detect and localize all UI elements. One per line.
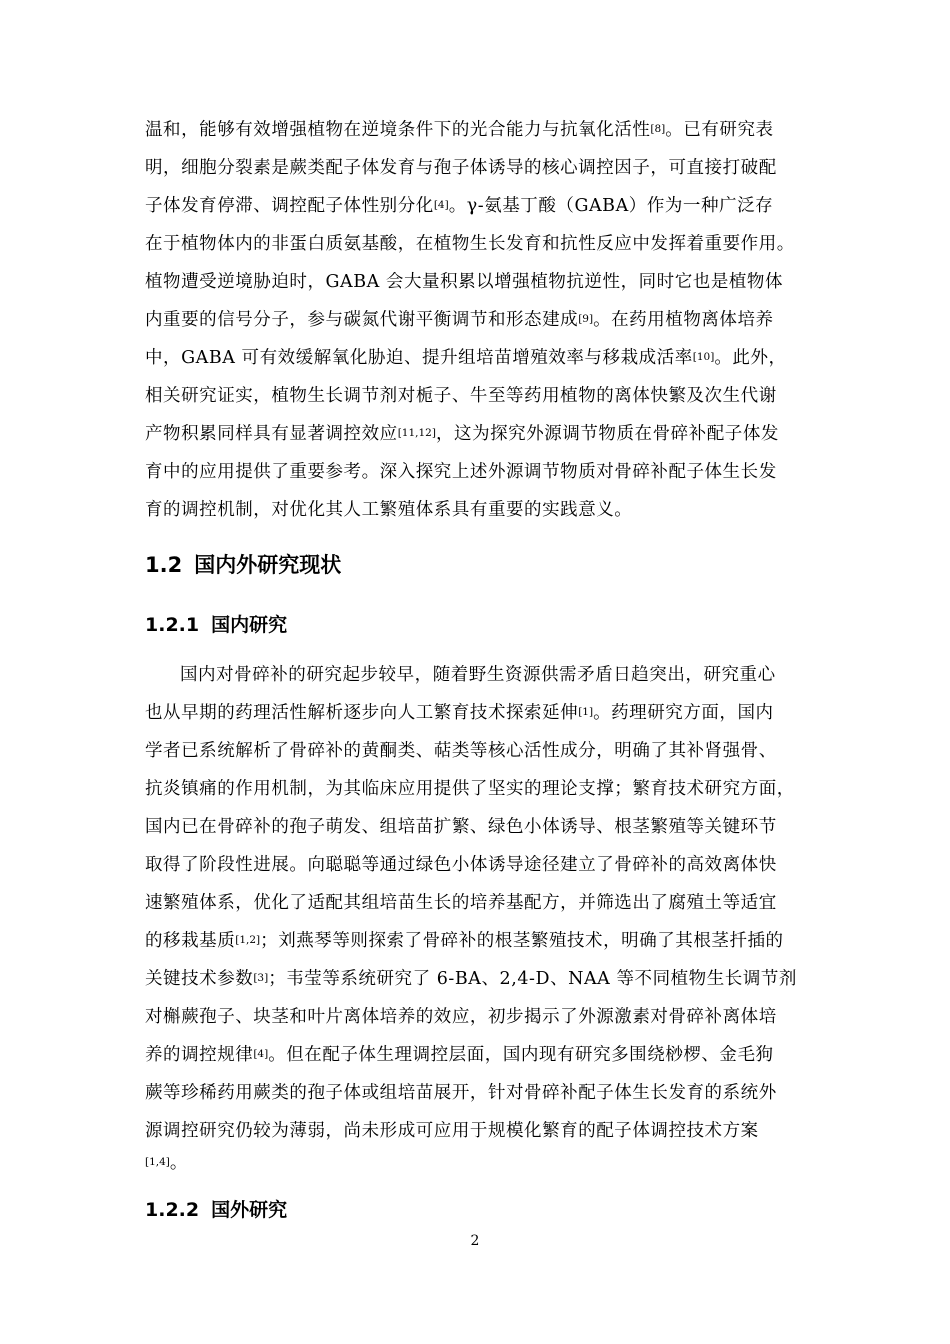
text-line: 对槲蕨孢子、块茎和叶片离体培养的效应，初步揭示了外源激素对骨碎补离体培 [145,1007,777,1027]
text-line: 相关研究证实，植物生长调节剂对栀子、牛至等药用植物的离体快繁及次生代谢 [145,386,777,406]
citation: [3] [253,972,269,984]
text-line: 蕨等珍稀药用蕨类的孢子体或组培苗展开，针对骨碎补配子体生长发育的系统外 [145,1083,777,1103]
citation: [4] [253,1048,269,1060]
citation: [10] [692,351,715,363]
section-title: 国内外研究现状 [194,553,342,577]
citation: [1,4] [145,1156,170,1168]
text-line: 明，细胞分裂素是蕨类配子体发育与孢子体诱导的核心调控因子，可直接打破配 [145,158,777,178]
section-number: 1.2.2 [145,1199,200,1221]
text-line: 植物遭受逆境胁迫时，GABA 会大量积累以增强植物抗逆性，同时它也是植物体 [145,272,784,292]
text-line: 取得了阶段性进展。向聪聪等通过绿色小体诱导途径建立了骨碎补的高效离体快 [145,855,777,875]
text-line: 育中的应用提供了重要参考。深入探究上述外源调节物质对骨碎补配子体生长发 [145,462,777,482]
citation: [8] [650,123,666,135]
section-title: 国外研究 [211,1199,288,1221]
citation: [9] [578,313,594,325]
text-line: 国内已在骨碎补的孢子萌发、组培苗扩繁、绿色小体诱导、根茎繁殖等关键环节 [145,817,777,837]
text-line: 国内对骨碎补的研究起步较早，随着野生资源供需矛盾日趋突出，研究重心 [180,665,776,685]
text-line: 也从早期的药理活性解析逐步向人工繁育技术探索延伸[1]。药理研究方面，国内 [145,703,774,723]
subsection-heading-1-2-2 [145,1197,287,1223]
text-line: 关键技术参数[3]；韦莹等系统研究了 6-BA、2,4-D、NAA 等不同植物生长调节剂 [145,969,797,989]
citation: [1] [578,706,594,718]
text-line: 中，GABA 可有效缓解氧化胁迫、提升组培苗增殖效率与移栽成活率[10]。此外， [145,348,787,368]
section-number: 1.2 [145,553,183,577]
text-line: 速繁殖体系，优化了适配其组培苗生长的培养基配方，并筛选出了腐殖土等适宜 [145,893,777,913]
text-line: 温和，能够有效增强植物在逆境条件下的光合能力与抗氧化活性[8]。已有研究表 [145,120,774,140]
text-line: 在于植物体内的非蛋白质氨基酸，在植物生长发育和抗性反应中发挥着重要作用。 [145,234,795,254]
section-heading-1-2 [145,551,341,579]
text-line: 养的调控规律[4]。但在配子体生理调控层面，国内现有研究多围绕桫椤、金毛狗 [145,1045,774,1065]
text-line: [1,4]。 [145,1153,188,1173]
section-title: 国内研究 [211,614,288,636]
text-line: 源调控研究仍较为薄弱，尚未形成可应用于规模化繁育的配子体调控技术方案 [145,1121,759,1141]
text-line: 学者已系统解析了骨碎补的黄酮类、萜类等核心活性成分，明确了其补肾强骨、 [145,741,777,761]
text-line: 抗炎镇痛的作用机制，为其临床应用提供了坚实的理论支撑；繁育技术研究方面， [145,779,795,799]
page-number: 2 [470,1233,480,1249]
subsection-heading-1-2-1 [145,612,287,638]
citation: [1,2] [235,934,261,946]
section-number: 1.2.1 [145,614,200,636]
text-line: 育的调控机制，对优化其人工繁殖体系具有重要的实践意义。 [145,500,633,520]
text-line: 内重要的信号分子，参与碳氮代谢平衡调节和形态建成[9]。在药用植物离体培养 [145,310,774,330]
citation: [11,12] [397,427,436,439]
text-line: 产物积累同样具有显著调控效应[11,12]，这为探究外源调节物质在骨碎补配子体发 [145,424,779,444]
text-line: 的移栽基质[1,2]；刘燕琴等则探索了骨碎补的根茎繁殖技术，明确了其根茎扦插的 [145,931,784,951]
text-line: 子体发育停滞、调控配子体性别分化[4]。γ-氨基丁酸（GABA）作为一种广泛存 [145,196,774,216]
citation: [4] [433,199,449,211]
